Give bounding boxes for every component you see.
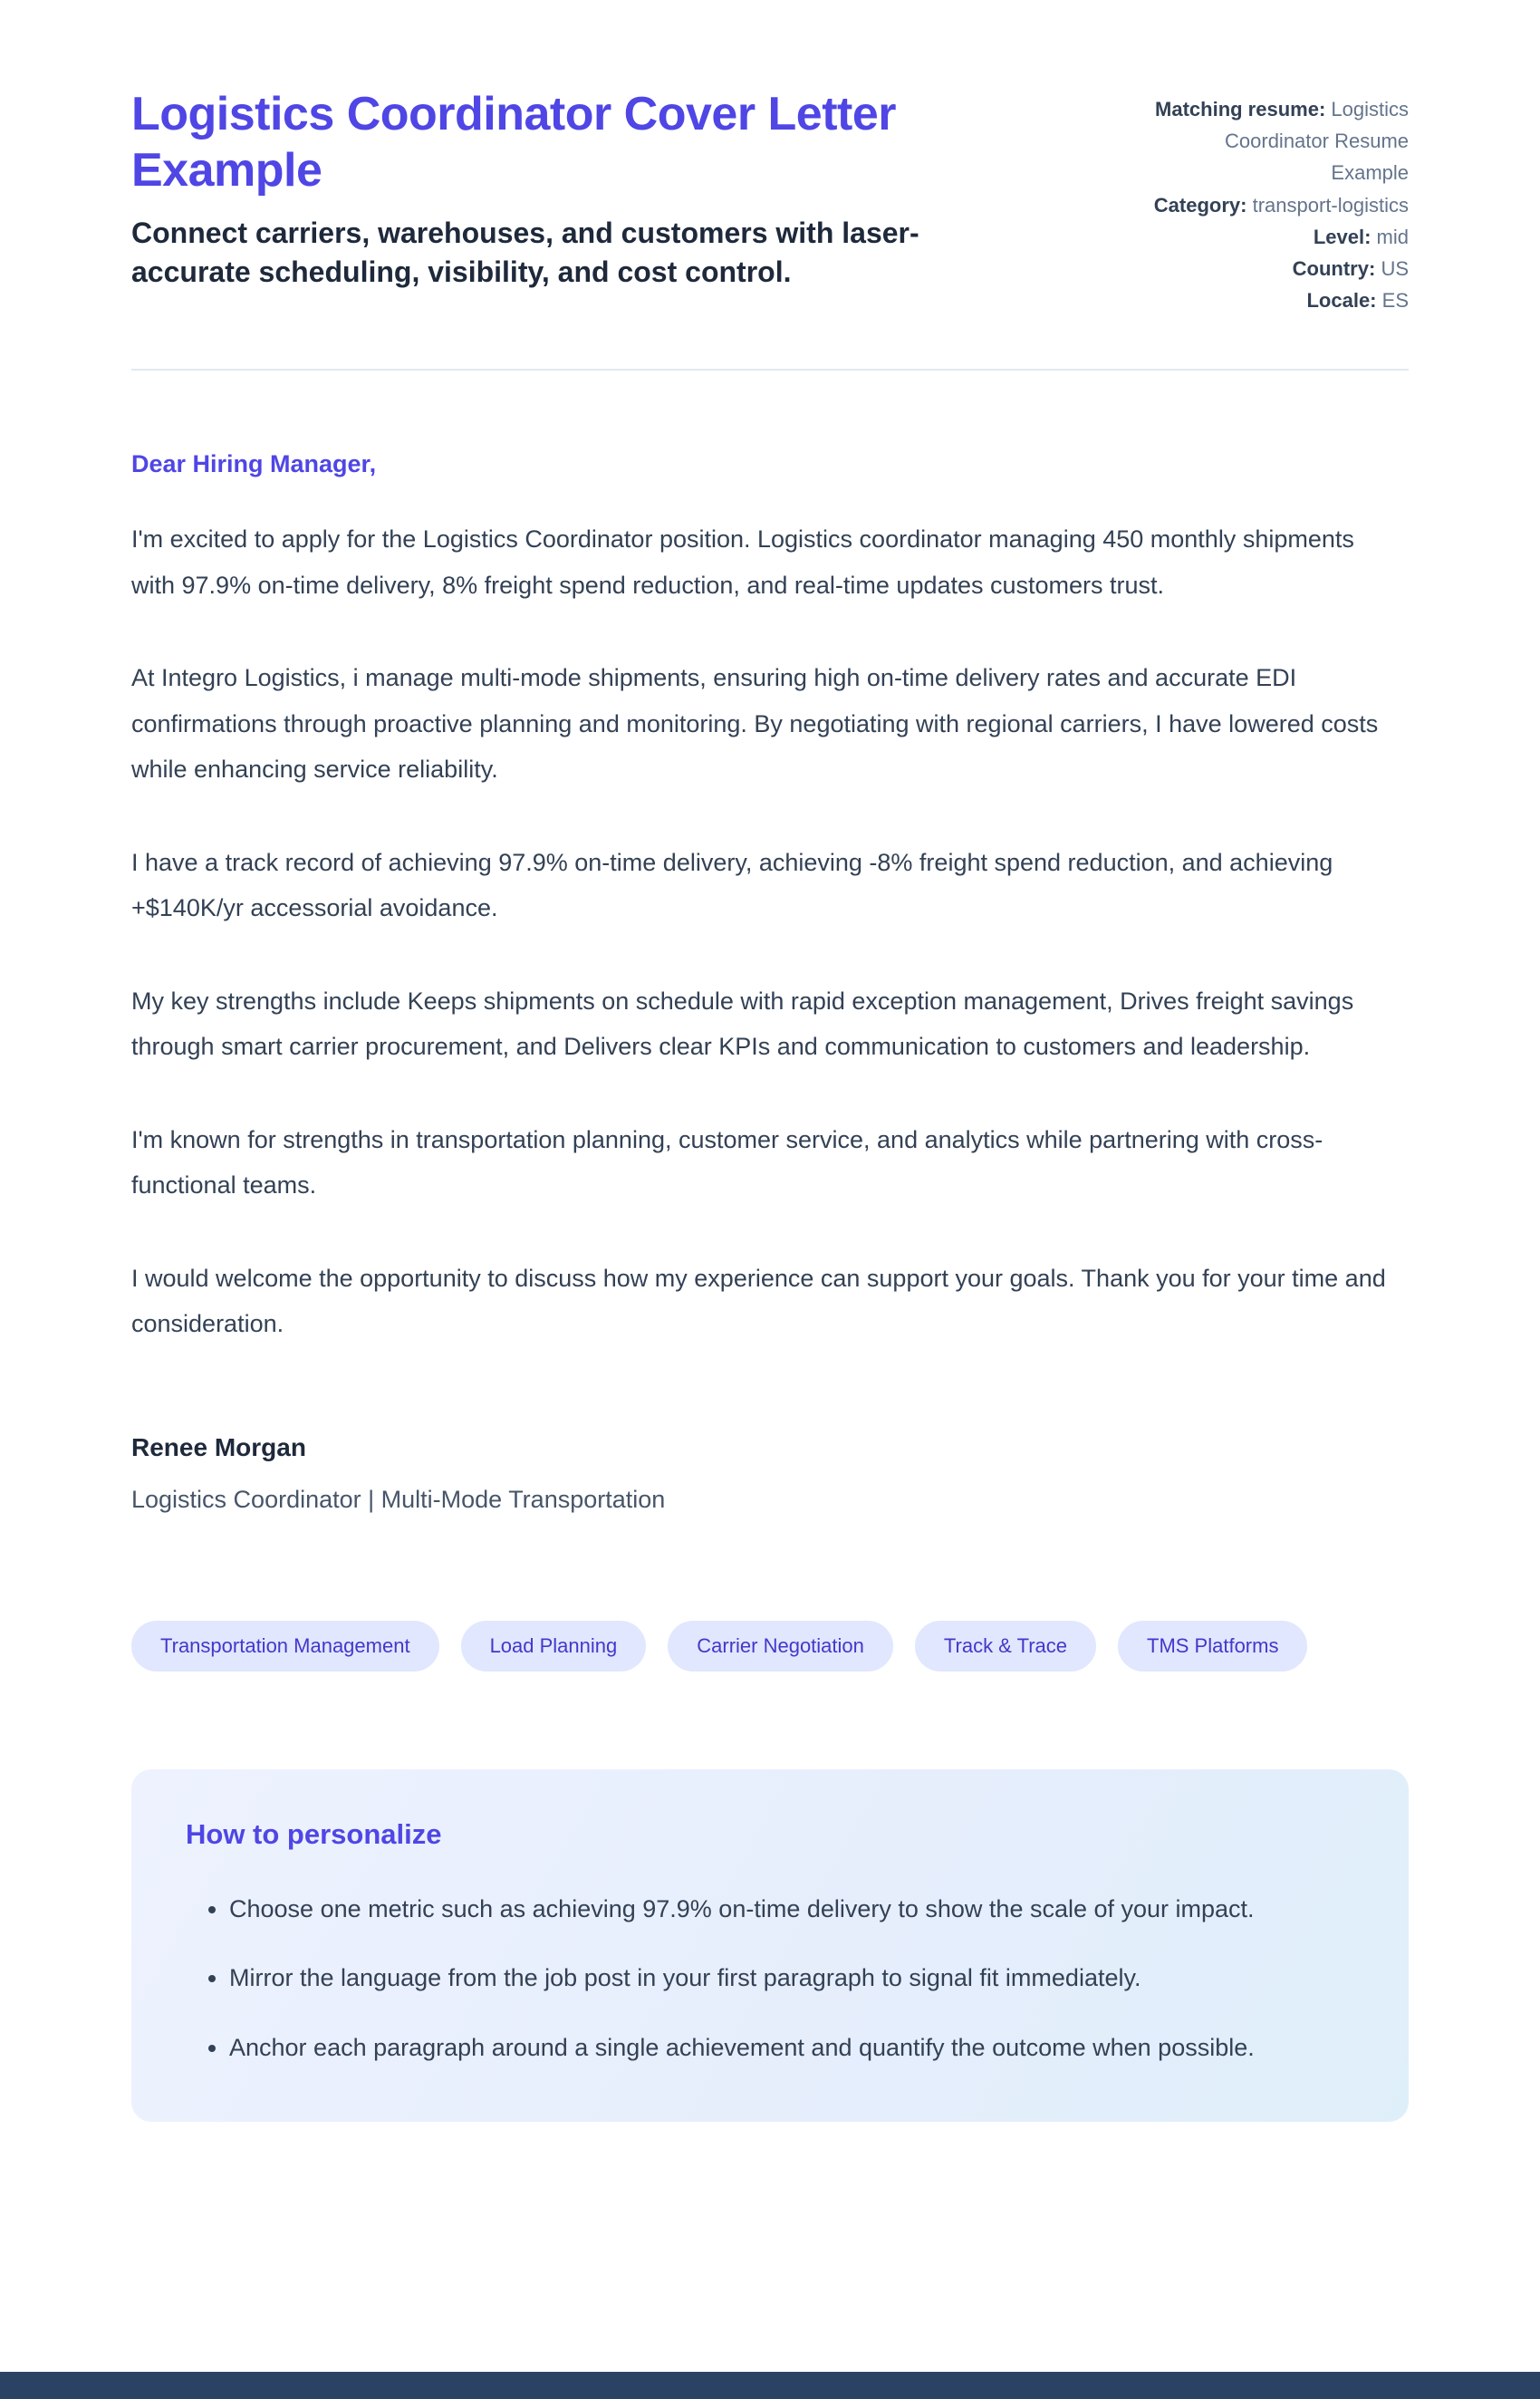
letter-paragraph: My key strengths include Keeps shipments on schedule with rapid exception management, Drives freight savings through smart carrier procurement, and Delivers clear KPIs and communication to customers and leadership. <box>131 987 1354 1061</box>
personalize-tip: • Mirror the language from the job post in your first paragraph to signal fit immediately. <box>229 1956 1343 2000</box>
letter-paragraph: I'm known for strengths in transportation planning, customer service, and analytics while partnering with cross-functional teams. <box>131 1125 1323 1200</box>
skill-tag-load-planning[interactable]: Load Planning <box>461 1621 647 1672</box>
cover-letter-body <box>131 450 1409 1513</box>
personalize-heading: How to personalize <box>186 1817 442 1850</box>
meta-country <box>1146 253 1409 284</box>
skill-tag-carrier-negotiation[interactable]: Carrier Negotiation <box>668 1621 893 1672</box>
skill-tag-tms-platforms[interactable]: TMS Platforms <box>1118 1621 1307 1672</box>
meta-label: Category: <box>1153 193 1247 217</box>
meta-value: ES <box>1381 289 1409 313</box>
meta-value: mid <box>1376 225 1409 248</box>
meta-panel <box>1146 86 1409 316</box>
personalize-box <box>131 1769 1409 2123</box>
divider <box>131 369 1409 371</box>
signature-role: Logistics Coordinator | Multi-Mode Transportation <box>131 1485 666 1513</box>
meta-label: Matching resume: <box>1155 98 1326 120</box>
page-title: Logistics Coordinator Cover Letter Example <box>131 88 896 198</box>
personalize-tip: • Anchor each paragraph around a single achievement and quantify the outcome when possible. <box>229 2026 1343 2070</box>
letter-paragraph: I'm excited to apply for the Logistics Coordinator position. Logistics coordinator managing 450 monthly shipments with 97.9% on-time delivery, 8% freight spend reduction, and real-time updates customers trust. <box>131 525 1354 599</box>
meta-value: transport-logistics <box>1252 193 1409 217</box>
personalize-tip: • Choose one metric such as achieving 97.9% on-time delivery to show the scale of your impact. <box>229 1887 1343 1932</box>
skill-tags <box>131 1621 1409 1672</box>
personalize-tip-list <box>186 1887 1354 2070</box>
skill-tag-transportation-management[interactable]: Transportation Management <box>131 1621 439 1672</box>
footer-bar <box>0 2372 1540 2399</box>
meta-category <box>1146 189 1409 221</box>
header-left <box>131 86 992 292</box>
salutation: Dear Hiring Manager, <box>131 450 377 478</box>
letter-paragraph: I would welcome the opportunity to discuss how my experience can support your goals. Thank you for your time and consideration. <box>131 1264 1386 1338</box>
meta-level <box>1146 221 1409 253</box>
meta-value: US <box>1381 256 1409 280</box>
meta-label: Locale: <box>1306 289 1377 313</box>
meta-value: Logistics Coordinator Resume Example <box>1225 98 1409 185</box>
letter-paragraph: I have a track record of achieving 97.9% on-time delivery, achieving -8% freight spend reduction, and achieving +$140K/yr accessorial avoidance. <box>131 848 1333 922</box>
letter-paragraph: At Integro Logistics, i manage multi-mode shipments, ensuring high on-time delivery rates and accurate EDI confirmations through proactive planning and monitoring. By negotiating with regional carriers, I have lowered costs while enhancing service reliability. <box>131 664 1379 784</box>
header <box>131 86 1409 316</box>
content-container <box>131 0 1409 2172</box>
meta-label: Country: <box>1292 256 1376 280</box>
meta-matching-resume <box>1146 93 1409 189</box>
meta-locale <box>1146 284 1409 316</box>
meta-label: Level: <box>1313 225 1372 248</box>
page-subtitle: Connect carriers, warehouses, and customers with laser-accurate scheduling, visibility, and cost control. <box>131 216 919 288</box>
signature-name: Renee Morgan <box>131 1432 306 1461</box>
skill-tag-track-and-trace[interactable]: Track & Trace <box>915 1621 1096 1672</box>
